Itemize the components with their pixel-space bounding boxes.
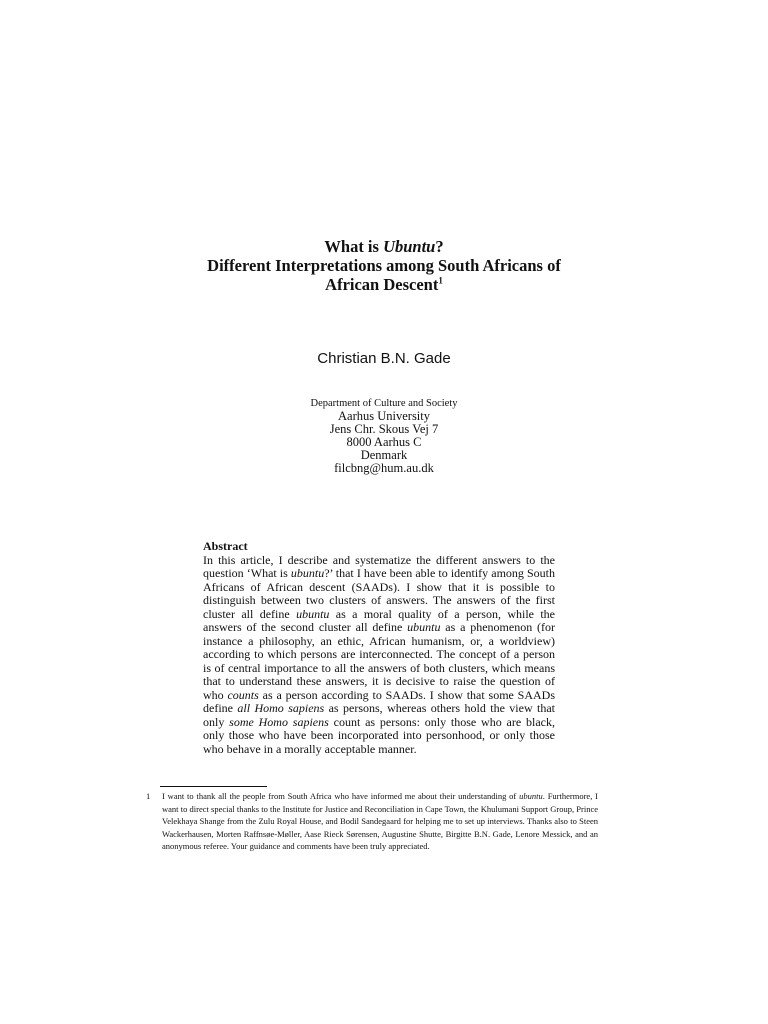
footnote-text: I want to thank all the people from South Africa who have informed me about their understanding of ubuntu. Furthermore, I want to direct special thanks to the Institute for Justice and Reconciliation in Cape Town, the Khulumani Support Group, Prince Velekhaya Shange from the Zulu Royal House, and Bodil Sandegaard for helping me to set up interviews. Thanks also to Steen Wackerhausen, Morten Raffnsøe-Møller, Aase Rieck Sørensen, Augustine Shutte, Birgitte B.N. Gade, Lenore Messick, and an anonymous referee. Your guidance and comments have been truly appreciated.: [162, 791, 598, 851]
department: Department of Culture and Society: [310, 398, 458, 409]
university: Aarhus University: [338, 409, 430, 423]
affiliation-block: [0, 397, 768, 475]
street-address: Jens Chr. Skous Vej 7: [329, 422, 439, 436]
abstract-heading: Abstract: [203, 539, 248, 553]
title-footnote-marker: 1: [438, 275, 443, 286]
title-line-2: Different Interpretations among South Africans of: [207, 256, 561, 275]
country: Denmark: [360, 448, 408, 462]
title-line-3: African Descent$^1$: [325, 275, 443, 294]
abstract: [203, 540, 555, 756]
abstract-body: In this article, I describe and systematize the different answers to the question ‘What is ubuntu?’ that I have been able to identify among South Africans of African descent (SAADs). I show that it is possible to distinguish between two clusters of answers. The answers of the first cluster all define ubuntu as a moral quality of a person, while the answers of the second cluster all define ubuntu as a phenomenon (for instance a philosophy, an ethic, African humanism, or, a worldview) according to which persons are interconnected. The concept of a person is of central importance to all the answers of both clusters, which means that to understand these answers, it is decisive to raise the question of who counts as a person according to SAADs. I show that some SAADs define all Homo sapiens as persons, whereas others hold the view that only some Homo sapiens count as persons: only those who are black, only those who have been incorporated into personhood, or only those who behave in a morally acceptable manner.: [203, 552, 556, 756]
title-line-1: What is Ubuntu?: [324, 237, 444, 256]
email: filcbng@hum.au.dk: [334, 461, 434, 475]
title-ubuntu-italic: Ubuntu: [383, 237, 436, 256]
paper-title: [0, 237, 768, 294]
author-name: Christian B.N. Gade: [317, 350, 451, 367]
footnote-number: 1: [146, 791, 151, 801]
footnote-separator: [160, 786, 267, 787]
city: 8000 Aarhus C: [346, 435, 422, 449]
